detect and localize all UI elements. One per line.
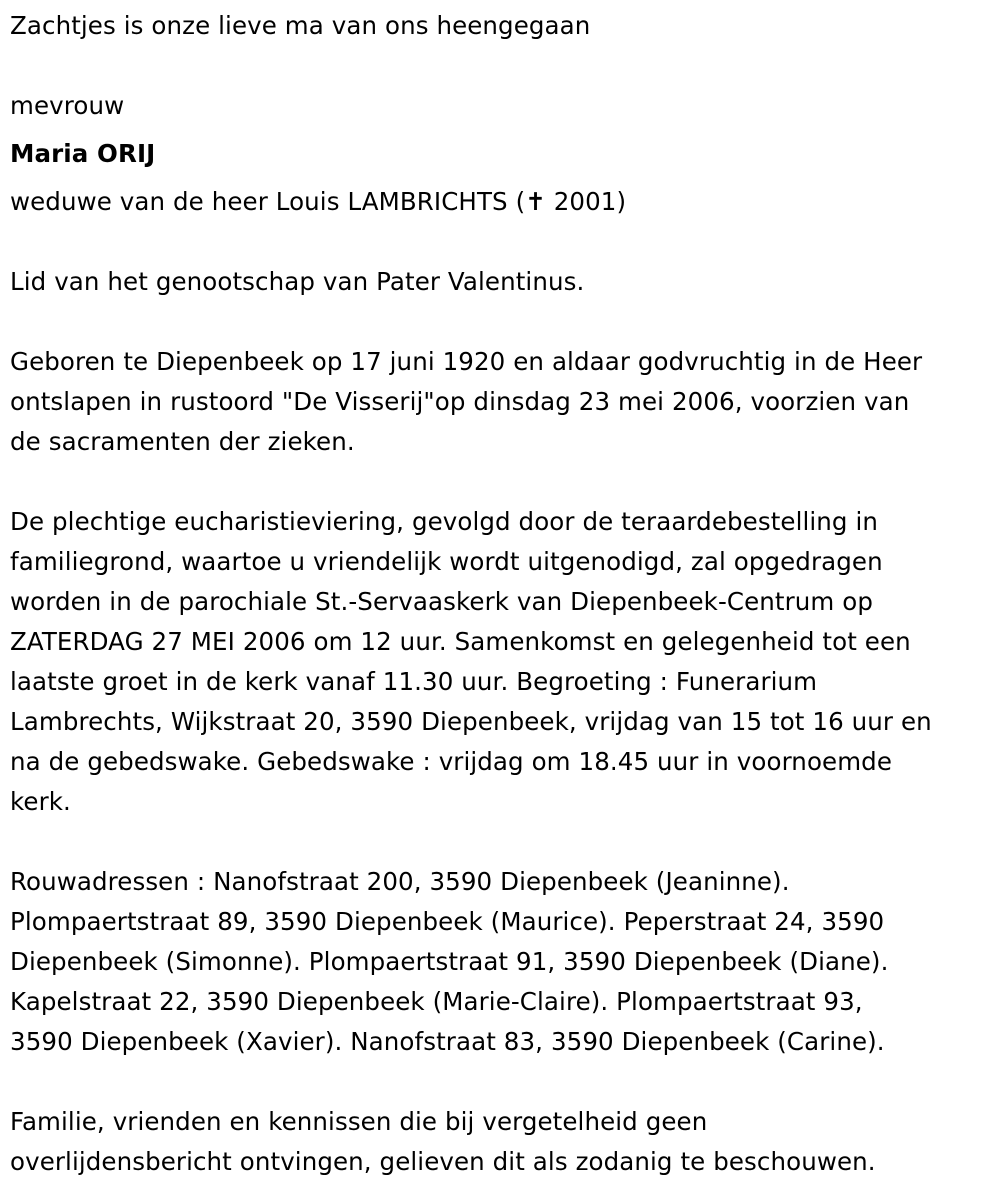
paragraph-line: Geboren te Diepenbeek op 17 juni 1920 en aldaar godvruchtig in de Heer [10, 347, 923, 376]
paragraph-line: de sacramenten der zieken. [10, 427, 355, 456]
paragraph-line: overlijdensbericht ontvingen, gelieven dit als zodanig te beschouwen. [10, 1147, 876, 1176]
spacer [10, 302, 995, 342]
widow-of-line: weduwe van de heer Louis LAMBRICHTS (✝ 2001) [10, 187, 627, 216]
addresses-paragraph [10, 862, 995, 1062]
membership-line: Lid van het genootschap van Pater Valentinus. [10, 267, 585, 296]
spacer [10, 46, 995, 86]
spacer [10, 222, 995, 262]
paragraph-line: Plompaertstraat 89, 3590 Diepenbeek (Maurice). Peperstraat 24, 3590 [10, 907, 885, 936]
obituary-notice [10, 6, 995, 1182]
paragraph-line: worden in de parochiale St.-Servaaskerk van Diepenbeek-Centrum op [10, 587, 873, 616]
spacer [10, 822, 995, 862]
paragraph-line: familiegrond, waartoe u vriendelijk wordt uitgenodigd, zal opgedragen [10, 547, 883, 576]
paragraph-line: laatste groet in de kerk vanaf 11.30 uur. Begroeting : Funerarium [10, 667, 818, 696]
paragraph-line: na de gebedswake. Gebedswake : vrijdag om 18.45 uur in voornoemde [10, 747, 892, 776]
spacer [10, 462, 995, 502]
paragraph-line: Rouwadressen : Nanofstraat 200, 3590 Diepenbeek (Jeaninne). [10, 867, 790, 896]
paragraph-line: ontslapen in rustoord "De Visserij"op dinsdag 23 mei 2006, voorzien van [10, 387, 910, 416]
ceremony-paragraph [10, 502, 995, 822]
spacer [10, 126, 995, 134]
paragraph-line: Lambrechts, Wijkstraat 20, 3590 Diepenbeek, vrijdag van 15 tot 16 uur en [10, 707, 932, 736]
honorific: mevrouw [10, 91, 125, 120]
paragraph-line: ZATERDAG 27 MEI 2006 om 12 uur. Samenkomst en gelegenheid tot een [10, 627, 911, 656]
paragraph-line: kerk. [10, 787, 71, 816]
birth-death-paragraph [10, 342, 995, 462]
paragraph-line: Kapelstraat 22, 3590 Diepenbeek (Marie-Claire). Plompaertstraat 93, [10, 987, 863, 1016]
intro-line: Zachtjes is onze lieve ma van ons heengegaan [10, 11, 591, 40]
deceased-name: Maria ORIJ [10, 139, 156, 168]
paragraph-line: De plechtige eucharistieviering, gevolgd door de teraardebestelling in [10, 507, 878, 536]
paragraph-line: 3590 Diepenbeek (Xavier). Nanofstraat 83, 3590 Diepenbeek (Carine). [10, 1027, 885, 1056]
spacer [10, 174, 995, 182]
closing-paragraph [10, 1102, 995, 1182]
spacer [10, 1062, 995, 1102]
paragraph-line: Diepenbeek (Simonne). Plompaertstraat 91, 3590 Diepenbeek (Diane). [10, 947, 889, 976]
paragraph-line: Familie, vrienden en kennissen die bij vergetelheid geen [10, 1107, 708, 1136]
